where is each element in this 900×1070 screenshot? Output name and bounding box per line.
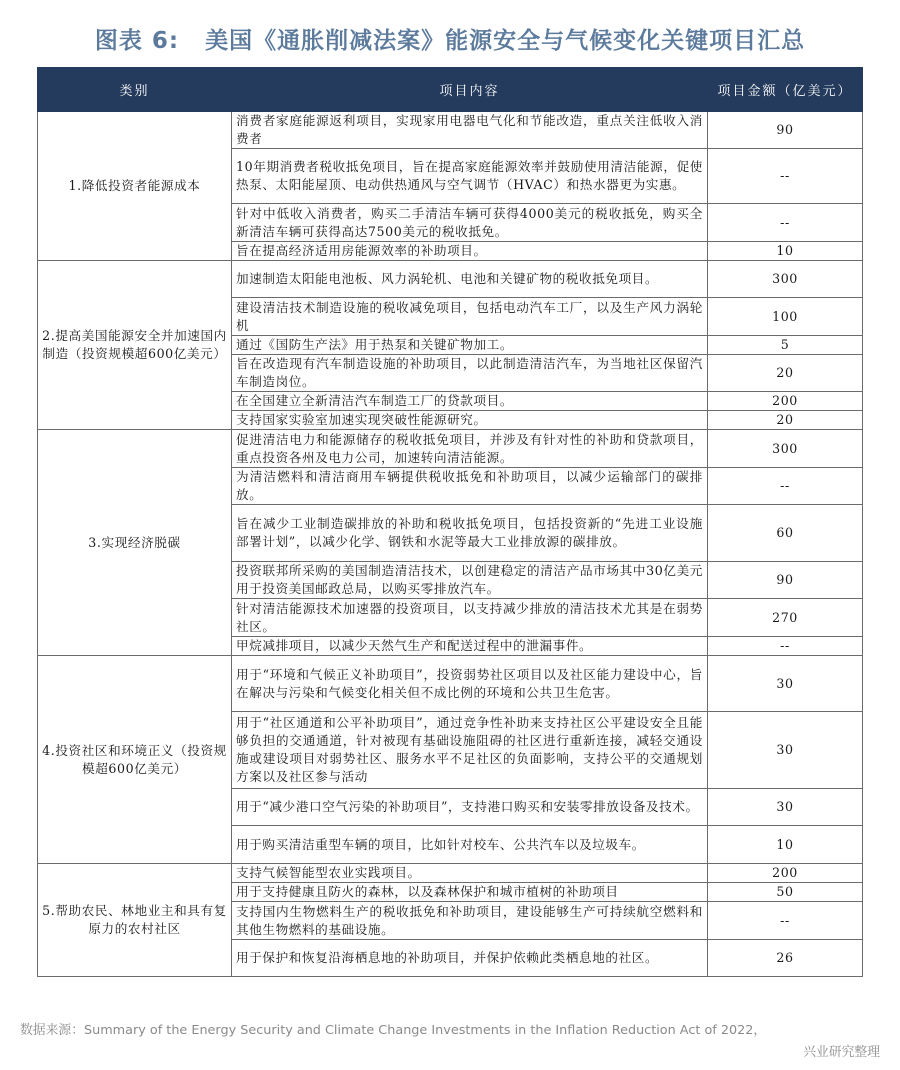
- project-amount: 5: [708, 336, 863, 355]
- project-amount: 20: [708, 355, 863, 392]
- project-amount: 200: [708, 864, 863, 883]
- category-cell: 2.提高美国能源安全并加速国内制造（投资规模超600亿美元）: [38, 261, 232, 430]
- project-description: 10年期消费者税收抵免项目，旨在提高家庭能源效率并鼓励使用清洁能源，促使热泵、太阳能屋顶、电动供热通风与空气调节（HVAC）和热水器更为实惠。: [232, 149, 708, 204]
- project-description: 支持国家实验室加速实现突破性能源研究。: [232, 411, 708, 430]
- project-description: 支持气候智能型农业实践项目。: [232, 864, 708, 883]
- project-description: 针对中低收入消费者，购买二手清洁车辆可获得4000美元的税收抵免，购买全新清洁车辆可获得高达7500美元的税收抵免。: [232, 204, 708, 242]
- project-description: 旨在提高经济适用房能源效率的补助项目。: [232, 242, 708, 261]
- project-amount: --: [708, 468, 863, 505]
- project-amount: 50: [708, 883, 863, 902]
- figure-label: 图表 6:: [94, 28, 180, 54]
- source-line-2: 兴业研究整理: [803, 1045, 880, 1060]
- project-description: 加速制造太阳能电池板、风力涡轮机、电池和关键矿物的税收抵免项目。: [232, 261, 708, 298]
- project-description: 支持国内生物燃料生产的税收抵免和补助项目，建设能够生产可持续航空燃料和其他生物燃料的基础设施。: [232, 902, 708, 940]
- project-amount: --: [708, 902, 863, 940]
- category-cell: 1.降低投资者能源成本: [38, 112, 232, 261]
- project-amount: 300: [708, 261, 863, 298]
- project-description: 促进清洁电力和能源储存的税收抵免项目，并涉及有针对性的补助和贷款项目，重点投资各州及电力公司，加速转向清洁能源。: [232, 430, 708, 468]
- project-description: 通过《国防生产法》用于热泵和关键矿物加工。: [232, 336, 708, 355]
- project-description: 用于保护和恢复沿海栖息地的补助项目，并保护依赖此类栖息地的社区。: [232, 940, 708, 977]
- table-row: [38, 656, 863, 712]
- project-amount: 60: [708, 505, 863, 562]
- project-description: 针对清洁能源技术加速器的投资项目，以支持减少排放的清洁技术尤其是在弱势社区。: [232, 599, 708, 637]
- project-description: 建设清洁技术制造设施的税收减免项目，包括电动汽车工厂，以及生产风力涡轮机: [232, 298, 708, 336]
- project-description: 甲烷减排项目，以减少天然气生产和配送过程中的泄漏事件。: [232, 637, 708, 656]
- project-amount: 270: [708, 599, 863, 637]
- project-amount: 200: [708, 392, 863, 411]
- project-description: 旨在减少工业制造碳排放的补助和税收抵免项目，包括投资新的“先进工业设施部署计划”，以减少化学、钢铁和水泥等最大工业排放源的碳排放。: [232, 505, 708, 562]
- header-amount: 项目金额（亿美元）: [708, 68, 863, 112]
- data-source: [20, 1020, 882, 1064]
- project-amount: --: [708, 204, 863, 242]
- project-amount: 90: [708, 112, 863, 149]
- project-amount: 20: [708, 411, 863, 430]
- project-amount: 30: [708, 789, 863, 826]
- project-description: 消费者家庭能源返利项目，实现家用电器电气化和节能改造，重点关注低收入消费者: [232, 112, 708, 149]
- table-row: [38, 261, 863, 298]
- header-content: 项目内容: [232, 68, 708, 112]
- figure-title: [0, 22, 900, 55]
- figure-title-text: 美国《通胀削减法案》能源安全与气候变化关键项目汇总: [205, 28, 806, 54]
- project-amount: 10: [708, 242, 863, 261]
- project-amount: 30: [708, 656, 863, 712]
- project-amount: 10: [708, 826, 863, 864]
- project-amount: 26: [708, 940, 863, 977]
- project-description: 用于支持健康且防火的森林，以及森林保护和城市植树的补助项目: [232, 883, 708, 902]
- table-body: [38, 112, 863, 977]
- project-description: 在全国建立全新清洁汽车制造工厂的贷款项目。: [232, 392, 708, 411]
- project-description: 旨在改造现有汽车制造设施的补助项目，以此制造清洁汽车，为当地社区保留汽车制造岗位。: [232, 355, 708, 392]
- table-row: [38, 430, 863, 468]
- project-amount: 300: [708, 430, 863, 468]
- project-amount: 100: [708, 298, 863, 336]
- project-description: 投资联邦所采购的美国制造清洁技术，以创建稳定的清洁产品市场其中30亿美元用于投资美国邮政总局，以购买零排放汽车。: [232, 562, 708, 599]
- project-description: 为清洁燃料和清洁商用车辆提供税收抵免和补助项目，以减少运输部门的碳排放。: [232, 468, 708, 505]
- project-description: 用于“环境和气候正义补助项目”，投资弱势社区项目以及社区能力建设中心，旨在解决与污染和气候变化相关但不成比例的环境和公共卫生危害。: [232, 656, 708, 712]
- category-cell: 3.实现经济脱碳: [38, 430, 232, 656]
- table-row: [38, 864, 863, 883]
- category-cell: 4.投资社区和环境正义（投资规模超600亿美元）: [38, 656, 232, 864]
- table-row: [38, 112, 863, 149]
- source-line-1: 数据来源：Summary of the Energy Security and Climate Change Investments in the Inflation Reduction Act of 2022，: [20, 1023, 767, 1038]
- project-description: 用于“社区通道和公平补助项目”，通过竞争性补助来支持社区公平建设安全且能够负担的交通通道，针对被现有基础设施阻碍的社区进行重新连接，减轻交通设施或建设项目对弱势社区、服务水平不足社区的负面影响，支持公平的交通规划方案以及社区参与活动: [232, 712, 708, 789]
- project-amount: 30: [708, 712, 863, 789]
- project-description: 用于购买清洁重型车辆的项目，比如针对校车、公共汽车以及垃圾车。: [232, 826, 708, 864]
- project-amount: --: [708, 637, 863, 656]
- project-description: 用于“减少港口空气污染的补助项目”，支持港口购买和安装零排放设备及技术。: [232, 789, 708, 826]
- header-category: 类别: [38, 68, 232, 112]
- project-amount: 90: [708, 562, 863, 599]
- category-cell: 5.帮助农民、林地业主和具有复原力的农村社区: [38, 864, 232, 977]
- projects-table: [37, 67, 863, 977]
- project-amount: --: [708, 149, 863, 204]
- table-header-row: [38, 68, 863, 112]
